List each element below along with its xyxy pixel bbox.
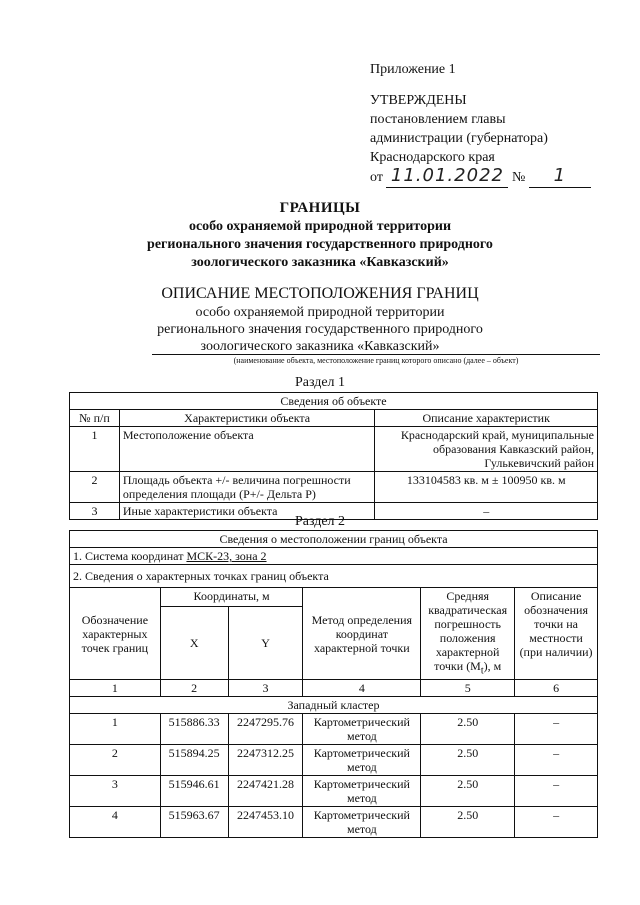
number-label: № xyxy=(511,170,526,185)
point-accuracy: 2.50 xyxy=(421,745,515,776)
point-x: 515894.25 xyxy=(160,745,228,776)
point-accuracy: 2.50 xyxy=(421,776,515,807)
column-number: 6 xyxy=(515,680,598,697)
column-header: Характеристики объекта xyxy=(119,410,375,427)
table-row xyxy=(70,588,598,607)
point-y: 2247421.28 xyxy=(228,776,303,807)
approval-line-3: Краснодарского края xyxy=(370,150,495,165)
table-row xyxy=(70,410,598,427)
handwritten-date: 11.01.2022 xyxy=(390,165,504,186)
section-2-header: Сведения о местоположении границ объекта xyxy=(70,531,598,548)
title-line-1: особо охраняемой природной территории xyxy=(188,219,452,234)
point-id: 2 xyxy=(70,745,161,776)
point-y: 2247295.76 xyxy=(228,714,303,745)
section-1-table xyxy=(69,392,598,520)
column-header: Обозначение характерных точек границ xyxy=(70,588,161,680)
section-2-title: Раздел 2 xyxy=(294,514,346,529)
table-row xyxy=(70,680,598,697)
point-id: 4 xyxy=(70,807,161,838)
point-method: Картометрический метод xyxy=(303,714,421,745)
approval-line-1: постановлением главы xyxy=(370,112,506,127)
column-header: Y xyxy=(228,607,303,680)
cluster-label: Западный кластер xyxy=(70,697,598,714)
description-caption: (наименование объекта, местоположение границ которого описано (далее – объект) xyxy=(233,356,519,365)
point-y: 2247312.25 xyxy=(228,745,303,776)
section-1-title: Раздел 1 xyxy=(294,375,346,390)
column-header: № п/п xyxy=(70,410,120,427)
from-label: от xyxy=(370,170,383,185)
approval-line-2: администрации (губернатора) xyxy=(370,131,548,146)
title-line-2: регионального значения государственного природного xyxy=(147,237,493,252)
column-number: 3 xyxy=(228,680,303,697)
table-row xyxy=(70,807,598,838)
point-method: Картометрический метод xyxy=(303,807,421,838)
point-id: 1 xyxy=(70,714,161,745)
characteristic-name: Площадь объекта +/- величина погрешности определения площади (P+/- Дельта P) xyxy=(119,472,375,503)
column-header: X xyxy=(160,607,228,680)
point-x: 515963.67 xyxy=(160,807,228,838)
table-row xyxy=(70,427,598,472)
table-row xyxy=(70,393,598,410)
section-2-table xyxy=(69,530,598,838)
table-row xyxy=(70,531,598,548)
point-desc: – xyxy=(515,745,598,776)
points-header: 2. Сведения о характерных точках границ объекта xyxy=(70,565,598,588)
point-accuracy: 2.50 xyxy=(421,714,515,745)
point-method: Картометрический метод xyxy=(303,776,421,807)
column-number: 5 xyxy=(421,680,515,697)
column-number: 1 xyxy=(70,680,161,697)
handwritten-number: 1 xyxy=(553,165,567,186)
point-id: 3 xyxy=(70,776,161,807)
point-y: 2247453.10 xyxy=(228,807,303,838)
description-heading: ОПИСАНИЕ МЕСТОПОЛОЖЕНИЯ ГРАНИЦ xyxy=(161,285,479,302)
section-1-header: Сведения об объекте xyxy=(70,393,598,410)
characteristic-value: Краснодарский край, муниципальные образования Кавказский район, Гулькевичский район xyxy=(375,427,598,472)
point-accuracy: 2.50 xyxy=(421,807,515,838)
characteristic-name: Местоположение объекта xyxy=(119,427,375,472)
caption-rule xyxy=(152,354,600,355)
point-x: 515886.33 xyxy=(160,714,228,745)
table-row xyxy=(70,776,598,807)
table-row xyxy=(70,472,598,503)
characteristic-value: – xyxy=(375,503,598,520)
row-number: 1 xyxy=(70,427,120,472)
column-header: Описание характеристик xyxy=(375,410,598,427)
point-desc: – xyxy=(515,714,598,745)
column-header: Метод определения координат характерной точки xyxy=(303,588,421,680)
approved-label: УТВЕРЖДЕНЫ xyxy=(370,93,467,108)
point-desc: – xyxy=(515,776,598,807)
description-line-1: особо охраняемой природной территории xyxy=(195,305,445,320)
appendix-label: Приложение 1 xyxy=(370,62,456,77)
point-desc: – xyxy=(515,807,598,838)
description-line-2: регионального значения государственного природного xyxy=(157,322,483,337)
table-row xyxy=(70,745,598,776)
characteristic-name: Иные характеристики объекта xyxy=(119,503,375,520)
title-line-3: зоологического заказника «Кавказский» xyxy=(191,255,449,270)
characteristic-value: 133104583 кв. м ± 100950 кв. м xyxy=(375,472,598,503)
point-method: Картометрический метод xyxy=(303,745,421,776)
point-x: 515946.61 xyxy=(160,776,228,807)
row-number: 3 xyxy=(70,503,120,520)
table-row xyxy=(70,714,598,745)
table-row xyxy=(70,565,598,588)
approval-block xyxy=(370,60,630,188)
column-number: 4 xyxy=(303,680,421,697)
document-title: ГРАНИЦЫ xyxy=(279,200,361,216)
coordinate-system-value: МСК-23, зона 2 xyxy=(186,549,267,563)
coordinate-system: 1. Система координат МСК-23, зона 2 xyxy=(70,548,598,565)
description-line-3: зоологического заказника «Кавказский» xyxy=(200,339,440,354)
approval-date-line xyxy=(370,167,630,188)
column-header: Описание обозначения точки на местности (при наличии) xyxy=(515,588,598,680)
row-number: 2 xyxy=(70,472,120,503)
column-header: Средняя квадратическая погрешность положения характерной точки $(M_t)$, м xyxy=(421,588,515,680)
column-header: Координаты, м xyxy=(160,588,303,607)
column-number: 2 xyxy=(160,680,228,697)
table-row xyxy=(70,548,598,565)
table-row xyxy=(70,697,598,714)
